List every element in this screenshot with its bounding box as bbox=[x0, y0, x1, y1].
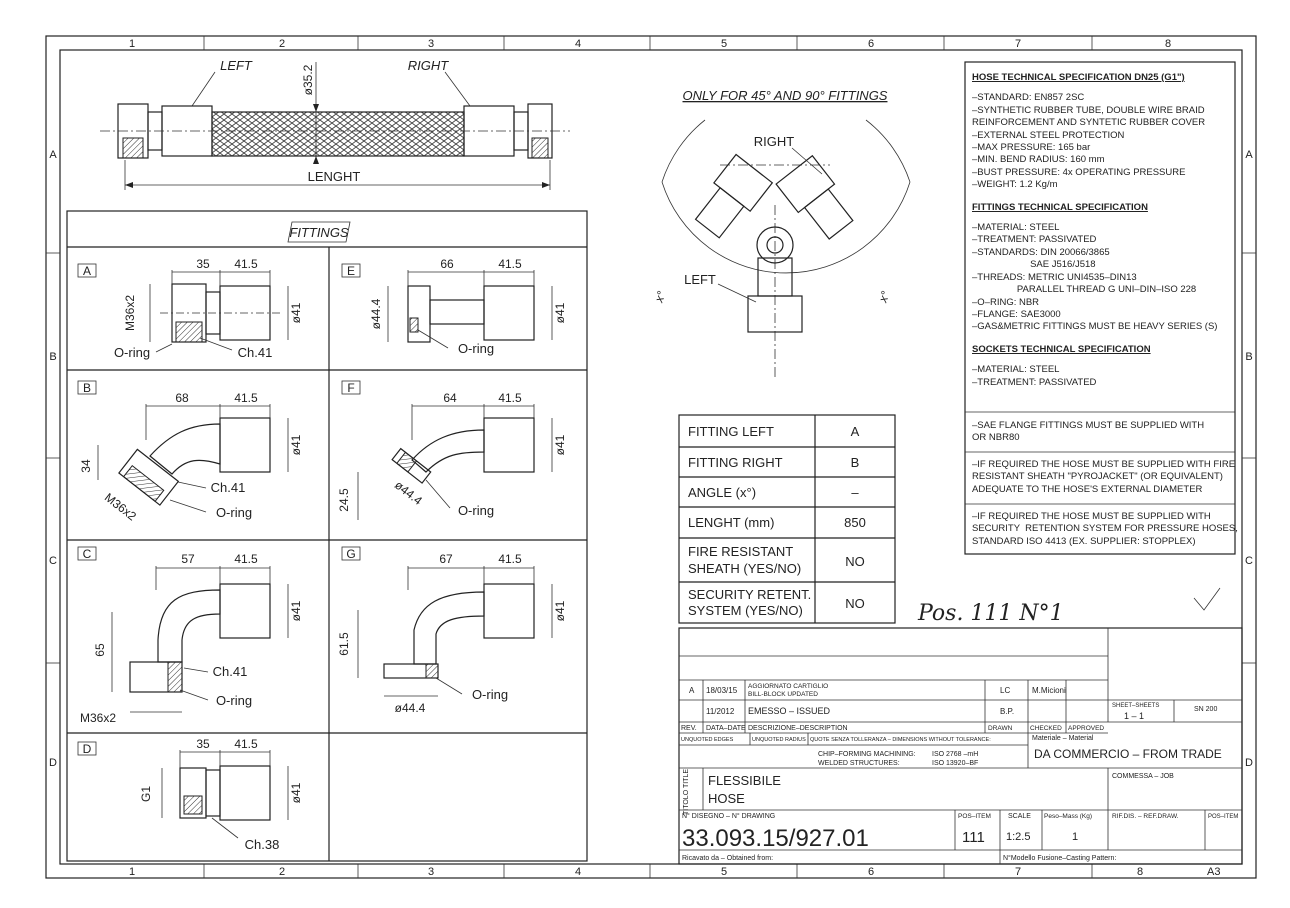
table-value: NO bbox=[845, 554, 865, 569]
dim-body: 64 bbox=[443, 391, 457, 405]
col-label-bottom: 7 bbox=[1014, 866, 1022, 878]
dim-diameter: ø41 bbox=[289, 600, 303, 622]
col-label-bottom: 3 bbox=[427, 866, 435, 878]
rev-drawn: B.P. bbox=[1000, 707, 1015, 716]
col-label-top: 2 bbox=[278, 38, 286, 50]
fitting-tag: A bbox=[82, 264, 92, 278]
dim-diameter: ø41 bbox=[553, 302, 567, 324]
sn-label: SN 200 bbox=[1194, 706, 1218, 713]
table-value: A bbox=[850, 424, 860, 439]
sheet-label: SHEET–SHEETS bbox=[1112, 703, 1160, 709]
col-label-bottom: 2 bbox=[278, 866, 286, 878]
spec-line: –TREATMENT: PASSIVATED bbox=[972, 234, 1097, 246]
dim-diameter: ø41 bbox=[289, 434, 303, 456]
fitting-f bbox=[337, 381, 567, 520]
rev-desc: AGGIORNATO CARTIGLIO bbox=[748, 683, 829, 690]
fittings-panel bbox=[67, 211, 587, 861]
fitting-g bbox=[337, 547, 567, 715]
table-label: SHEATH (YES/NO) bbox=[688, 561, 802, 576]
spec-line: –SYNTHETIC RUBBER TUBE, DOUBLE WIRE BRAID bbox=[972, 104, 1205, 116]
table-label: SYSTEM (YES/NO) bbox=[688, 603, 803, 618]
spec-line: –STANDARD: EN857 2SC bbox=[972, 92, 1085, 104]
chip-forming: CHIP–FORMING MACHINING: bbox=[818, 751, 916, 758]
row-label-right: B bbox=[1245, 351, 1253, 363]
dim-height: 61.5 bbox=[337, 632, 351, 656]
table-label: FITTING RIGHT bbox=[688, 455, 783, 470]
sockets-spec-title: SOCKETS TECHNICAL SPECIFICATION bbox=[972, 343, 1151, 355]
header-drawn: DRAWN bbox=[988, 725, 1013, 732]
pos-label: POS–ITEM bbox=[958, 813, 991, 820]
spec-line: –FLANGE: SAE3000 bbox=[972, 308, 1061, 320]
row-label-right: A bbox=[1245, 149, 1253, 161]
row-label-left: C bbox=[49, 555, 57, 567]
dim-body: 57 bbox=[181, 552, 195, 566]
header-checked: CHECKED bbox=[1030, 725, 1062, 732]
dim-socket: 41.5 bbox=[234, 552, 258, 566]
fitting-a bbox=[78, 257, 303, 360]
row-label-right: D bbox=[1245, 757, 1253, 769]
sheet-value: 1 – 1 bbox=[1124, 711, 1145, 721]
col-label-bottom: 5 bbox=[720, 866, 728, 878]
material-label: Materiale – Material bbox=[1032, 735, 1094, 742]
left-label: LEFT bbox=[220, 58, 252, 73]
length-label: LENGHT bbox=[307, 169, 361, 184]
right-label: RIGHT bbox=[407, 58, 449, 73]
weight-label: Peso–Mass (Kg) bbox=[1044, 813, 1093, 820]
dim-height: 34 bbox=[79, 459, 93, 473]
dim-socket: 41.5 bbox=[234, 257, 258, 271]
title-block bbox=[679, 628, 1242, 878]
casting-pattern: N°Modello Fusione–Casting Pattern: bbox=[1003, 855, 1117, 862]
row-label-left: B bbox=[49, 351, 57, 363]
col-label-top: 6 bbox=[867, 38, 875, 50]
o-ring-label: O-ring bbox=[215, 693, 253, 708]
table-value: B bbox=[850, 455, 860, 470]
spec-line: –MIN. BEND RADIUS: 160 mm bbox=[972, 154, 1105, 166]
title-italian: FLESSIBILE bbox=[708, 773, 781, 788]
scale-value: 1:2.5 bbox=[1006, 831, 1031, 843]
fitting-c bbox=[78, 547, 303, 725]
spec-line: –STANDARDS: DIN 20066/3865 bbox=[972, 246, 1110, 258]
dim-thread: M36x2 bbox=[79, 711, 117, 725]
ref-pos-label: POS–ITEM bbox=[1208, 814, 1239, 820]
spec-line: –MATERIAL: STEEL bbox=[972, 222, 1060, 234]
note-line: RESISTANT SHEATH "PYROJACKET" (OR EQUIVALENT) bbox=[972, 471, 1223, 483]
dim-socket: 41.5 bbox=[498, 257, 522, 271]
dim-body: 66 bbox=[440, 257, 454, 271]
note-line: SECURITY RETENTION SYSTEM FOR PRESSURE HOSES, bbox=[972, 523, 1238, 535]
drawing-no-label: N° DISEGNO – N° DRAWING bbox=[682, 813, 776, 820]
note-line: –IF REQUIRED THE HOSE MUST BE SUPPLIED WITH FIRE bbox=[972, 459, 1236, 470]
table-value: NO bbox=[845, 596, 865, 611]
drawing-number: 33.093.15/927.01 bbox=[682, 825, 869, 852]
row-label-left: D bbox=[49, 757, 57, 769]
dim-thread: M36x2 bbox=[123, 294, 137, 332]
spec-line: PARALLEL THREAD G UNI–DIN–ISO 228 bbox=[972, 284, 1197, 296]
hex-label: Ch.41 bbox=[210, 480, 246, 495]
dim-body: 35 bbox=[196, 737, 210, 751]
rev-desc: BILL-BLOCK UPDATED bbox=[748, 691, 818, 698]
dim-thread: M36x2 bbox=[101, 490, 139, 524]
dim-flange: ø44.4 bbox=[394, 701, 426, 715]
hose-assembly-view bbox=[100, 58, 570, 190]
note-fire-sheath bbox=[972, 459, 1236, 496]
o-ring-label: O-ring bbox=[457, 503, 495, 518]
spec-line: –WEIGHT: 1.2 Kg/m bbox=[972, 179, 1058, 191]
ref-draw-label: RIF.DIS. – REF.DRAW. bbox=[1112, 813, 1179, 820]
material-value: DA COMMERCIO – FROM TRADE bbox=[1034, 747, 1222, 761]
table-label: LENGHT (mm) bbox=[688, 515, 775, 530]
dim-socket: 41.5 bbox=[498, 552, 522, 566]
header-date: DATA–DATE bbox=[706, 725, 746, 732]
o-ring-label: O-ring bbox=[471, 687, 509, 702]
spec-line: –GAS&METRIC FITTINGS MUST BE HEAVY SERIES (S) bbox=[972, 321, 1218, 333]
col-label-bottom: 1 bbox=[128, 866, 136, 878]
note-line: –SAE FLANGE FITTINGS MUST BE SUPPLIED WITH bbox=[972, 420, 1205, 431]
angle-x-left: x° bbox=[651, 289, 669, 305]
unquoted-radius: UNQUOTED RADIUS bbox=[752, 737, 806, 743]
scale-label: SCALE bbox=[1008, 813, 1031, 820]
note-line: STANDARD ISO 4413 (EX. SUPPLIER: STOPPLEX) bbox=[972, 535, 1196, 547]
hose-spec bbox=[972, 72, 1232, 389]
fitting-tag: D bbox=[82, 742, 92, 756]
dim-body: 67 bbox=[439, 552, 453, 566]
dim-diameter: ø41 bbox=[289, 782, 303, 804]
angle-right-label: RIGHT bbox=[753, 134, 795, 149]
dim-flange: ø44.4 bbox=[369, 298, 383, 330]
hose-spec-title: HOSE TECHNICAL SPECIFICATION DN25 (G1") bbox=[972, 72, 1185, 83]
table-label: FIRE RESISTANT bbox=[688, 544, 794, 559]
spec-line: SAE J516/J518 bbox=[972, 259, 1096, 271]
hex-label: Ch.41 bbox=[237, 345, 273, 360]
spec-line: –MAX PRESSURE: 165 bar bbox=[972, 142, 1091, 154]
quantity-value: 1 bbox=[1072, 831, 1079, 843]
selection-table bbox=[679, 415, 895, 623]
col-label-top: 8 bbox=[1164, 38, 1172, 50]
spec-line: –EXTERNAL STEEL PROTECTION bbox=[972, 129, 1125, 141]
dim-diameter: ø41 bbox=[553, 600, 567, 622]
dim-diameter: ø41 bbox=[553, 434, 567, 456]
hex-label: Ch.38 bbox=[244, 837, 280, 852]
spec-line: –THREADS: METRIC UNI4535–DIN13 bbox=[972, 271, 1137, 283]
fitting-b bbox=[78, 381, 303, 524]
table-label: SECURITY RETENT. bbox=[688, 587, 812, 602]
note-sae-flange bbox=[972, 420, 1232, 445]
dim-height: 65 bbox=[93, 643, 107, 657]
note-line: OR NBR80 bbox=[972, 432, 1020, 444]
angle-view bbox=[651, 88, 910, 380]
obtained-from: Ricavato da – Obtained from: bbox=[682, 855, 774, 862]
col-label-bottom: 6 bbox=[867, 866, 875, 878]
title-side-label: TITOLO TITLE bbox=[683, 768, 690, 816]
check-mark-icon bbox=[1194, 588, 1220, 610]
fitting-d bbox=[78, 737, 303, 852]
fitting-tag: G bbox=[346, 547, 356, 561]
job-label: COMMESSA – JOB bbox=[1112, 773, 1174, 780]
table-value: 850 bbox=[844, 515, 866, 530]
dim-socket: 41.5 bbox=[234, 737, 258, 751]
dim-socket: 41.5 bbox=[234, 391, 258, 405]
fitting-tag: F bbox=[347, 381, 355, 395]
tolerance-note: QUOTE SENZA TOLLERANZA – DIMENSIONS WITHOUT TOLERANCE: bbox=[810, 737, 991, 743]
sheet-size: A3 bbox=[1207, 866, 1221, 878]
rev-drawn: LC bbox=[1000, 686, 1011, 695]
dim-diameter: ø41 bbox=[289, 302, 303, 324]
col-label-top: 3 bbox=[427, 38, 435, 50]
hose-braid bbox=[212, 112, 464, 156]
rev-checked: M.Micioni bbox=[1032, 686, 1066, 695]
fittings-title: FITTINGS bbox=[289, 225, 349, 240]
dim-socket: 41.5 bbox=[498, 391, 522, 405]
header-rev: REV. bbox=[681, 725, 697, 732]
header-desc: DESCRIZIONE–DESCRIPTION bbox=[748, 725, 848, 732]
spec-line: –BUST PRESSURE: 4x OPERATING PRESSURE bbox=[972, 166, 1186, 178]
table-label: ANGLE (x°) bbox=[688, 485, 757, 500]
rev-date: 18/03/15 bbox=[706, 686, 738, 695]
col-label-top: 1 bbox=[128, 38, 136, 50]
angle-view-title: ONLY FOR 45° AND 90° FITTINGS bbox=[682, 88, 888, 103]
rev-letter: A bbox=[689, 686, 695, 695]
hex-label: Ch.41 bbox=[212, 664, 248, 679]
welded-standard: ISO 13920–BF bbox=[932, 760, 979, 767]
col-label-bottom: 8 bbox=[1136, 866, 1144, 878]
dim-thread: G1 bbox=[139, 785, 153, 803]
note-line: ADEQUATE TO THE HOSE'S EXTERNAL DIAMETER bbox=[972, 483, 1203, 495]
rev-date: 11/2012 bbox=[706, 707, 735, 716]
fittings-spec-title: FITTINGS TECHNICAL SPECIFICATION bbox=[972, 201, 1148, 213]
spec-line: –O–RING: NBR bbox=[972, 296, 1040, 308]
hose-diameter-label: ø35.2 bbox=[301, 64, 315, 96]
dim-body: 35 bbox=[196, 257, 210, 271]
chip-standard: ISO 2768 –mH bbox=[932, 751, 979, 758]
note-security-retention bbox=[972, 511, 1238, 548]
fitting-tag: C bbox=[82, 547, 92, 561]
handwritten-note: Pos. 111 N°1 bbox=[918, 601, 1064, 626]
welded: WELDED STRUCTURES: bbox=[818, 760, 900, 767]
fitting-tag: B bbox=[82, 381, 92, 395]
rev-desc: EMESSO – ISSUED bbox=[748, 706, 831, 716]
unquoted-edges: UNQUOTED EDGES bbox=[681, 737, 734, 743]
spec-line: –MATERIAL: STEEL bbox=[972, 364, 1060, 376]
spec-line: –TREATMENT: PASSIVATED bbox=[972, 376, 1097, 388]
note-line: –IF REQUIRED THE HOSE MUST BE SUPPLIED WITH bbox=[972, 511, 1211, 522]
col-label-top: 4 bbox=[574, 38, 582, 50]
dim-body: 68 bbox=[175, 391, 189, 405]
row-label-left: A bbox=[49, 149, 57, 161]
dim-height: 24.5 bbox=[337, 488, 351, 512]
col-label-bottom: 4 bbox=[574, 866, 582, 878]
fitting-tag: E bbox=[346, 264, 356, 278]
header-approved: APPROVED bbox=[1068, 725, 1105, 732]
pos-value: 111 bbox=[962, 829, 985, 846]
fitting-e bbox=[342, 257, 567, 356]
o-ring-label: O-ring bbox=[215, 505, 253, 520]
o-ring-label: O-ring bbox=[113, 345, 151, 360]
row-label-right: C bbox=[1245, 555, 1253, 567]
col-label-top: 5 bbox=[720, 38, 728, 50]
table-value: – bbox=[851, 485, 859, 500]
angle-x-right: x° bbox=[875, 289, 893, 305]
angle-left-label: LEFT bbox=[684, 272, 716, 287]
col-label-top: 7 bbox=[1014, 38, 1022, 50]
spec-line: REINFORCEMENT AND SYNTETIC RUBBER COVER bbox=[972, 117, 1206, 129]
table-label: FITTING LEFT bbox=[688, 424, 774, 439]
o-ring-label: O-ring bbox=[457, 341, 495, 356]
title-english: HOSE bbox=[708, 791, 745, 806]
dim-flange: ø44.4 bbox=[392, 477, 425, 508]
